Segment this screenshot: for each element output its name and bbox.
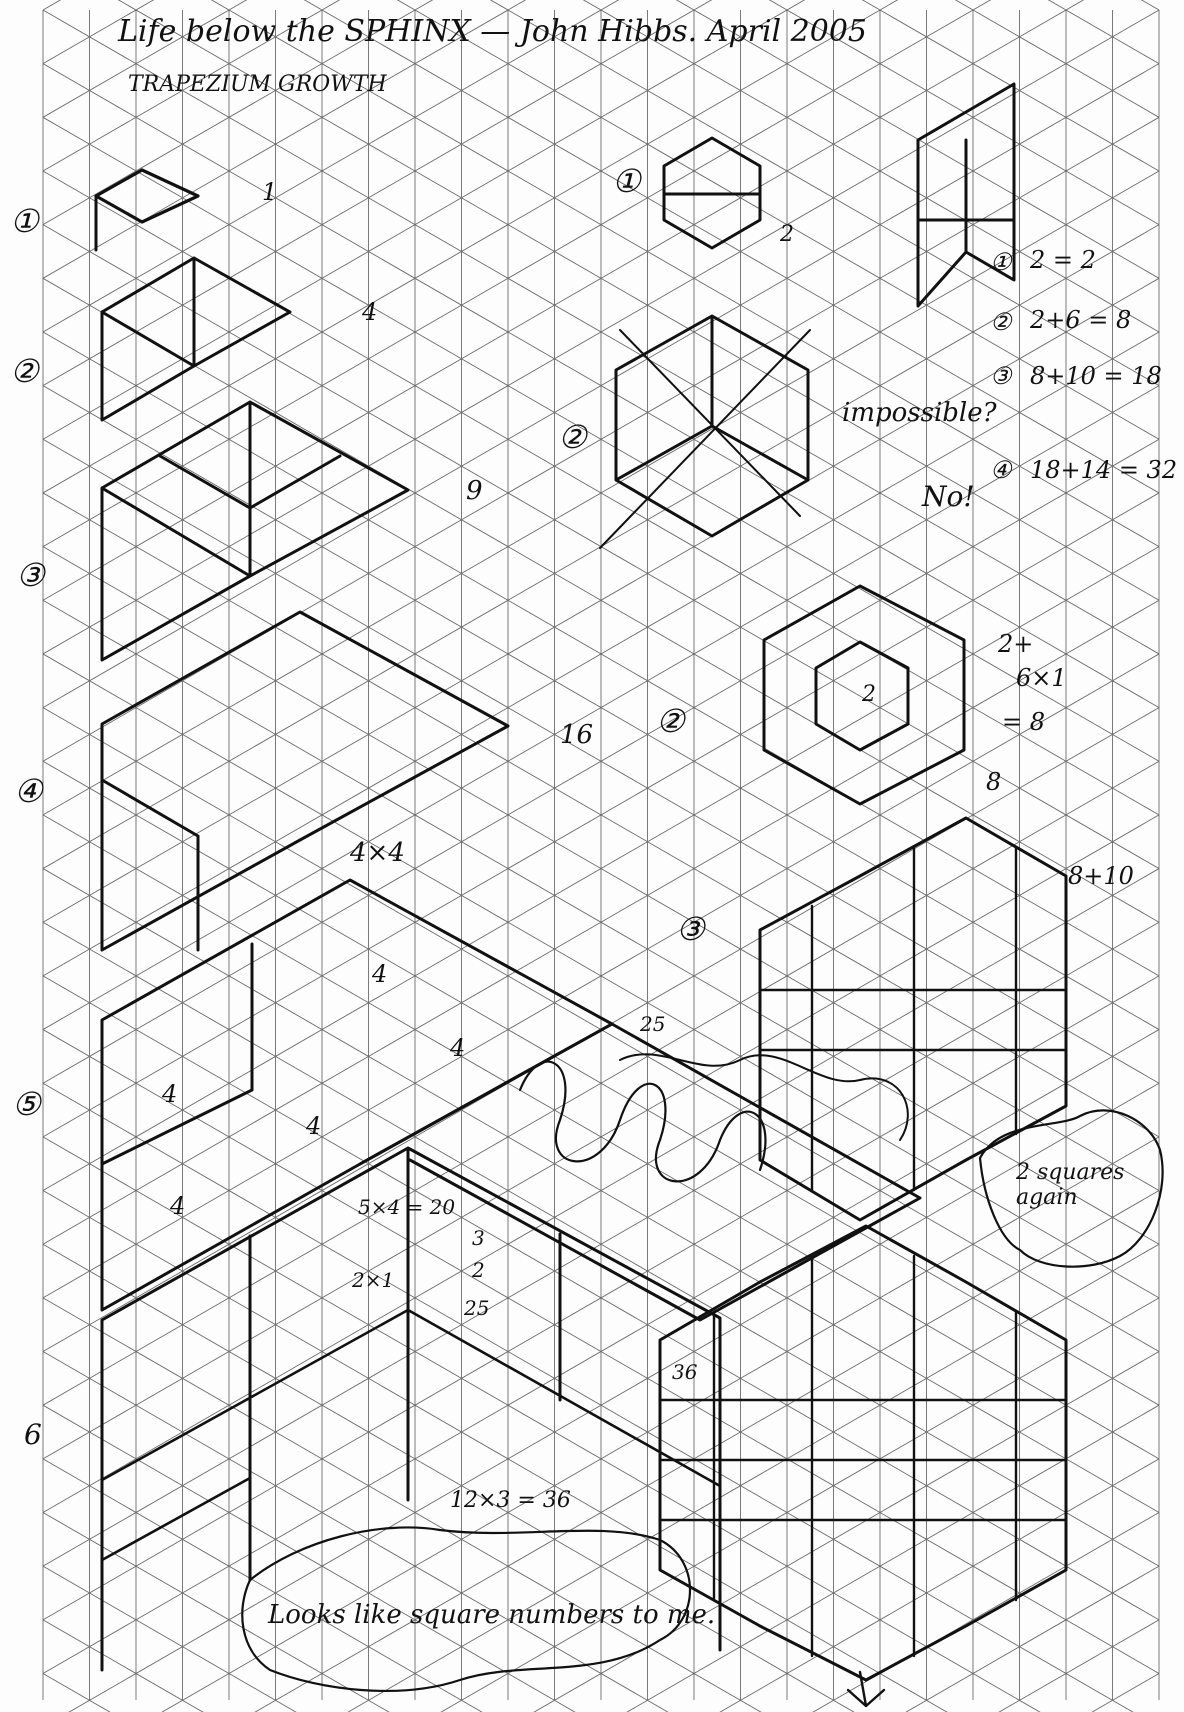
row-label-1: ① (10, 202, 39, 240)
shape-row-4 (102, 612, 508, 950)
page-subtitle: TRAPEZIUM GROWTH (128, 72, 387, 97)
calc-line-5: 12×3 = 36 (450, 1488, 571, 1513)
shape-row-5 (102, 880, 612, 1310)
hex-label-2: ② (558, 418, 587, 456)
page-title: Life below the SPHINX — John Hibbs. April 2005 (118, 14, 868, 49)
calc-e: 8+10 (1068, 862, 1134, 890)
quarter-mark: 4 (162, 1080, 178, 1108)
mult-4x4: 4×4 (350, 838, 405, 868)
row-label-5: ⑤ (12, 1085, 41, 1123)
calc-line-3: 2×1 (352, 1268, 395, 1292)
row-label-4: ④ (14, 772, 43, 810)
row-label-6: 6 (24, 1418, 42, 1451)
quarter-mark: 4 (306, 1112, 322, 1140)
hex-label-2b: ② (656, 702, 685, 740)
arrow-down (848, 1672, 884, 1706)
scribble (520, 1062, 765, 1182)
sum-list-1-num: ① (990, 248, 1012, 276)
calc-d: 8 (986, 768, 1002, 796)
row-label-3: ③ (16, 556, 45, 594)
calc-line-4: 2 (472, 1258, 485, 1282)
shape-row-3 (102, 402, 408, 660)
quarter-mark: 4 (170, 1192, 186, 1220)
square-note: 2 squares again (1016, 1160, 1125, 1210)
no-note: No! (922, 480, 975, 513)
calc-sum: 25 (464, 1296, 490, 1320)
calc-b: 6×1 (1016, 664, 1067, 692)
hex-label-1: ① (612, 162, 641, 200)
footnote: Looks like square numbers to me. (268, 1600, 716, 1630)
calc-line-1: 5×4 = 20 (358, 1195, 456, 1219)
calc-line-2: 3 (472, 1226, 485, 1250)
hex-label-3: ③ (676, 910, 705, 948)
sum-list-2-num: ② (990, 308, 1012, 336)
quarter-mark: 4 (450, 1034, 466, 1062)
sum-list-2-eq: 2+6 = 8 (1030, 306, 1132, 334)
rhombus-1 (96, 170, 198, 222)
hex-3-inner (760, 848, 1066, 1190)
sum-list-4-num: ④ (990, 456, 1012, 484)
hex-value-2: 2 (780, 222, 794, 247)
impossible-note: impossible? (842, 398, 997, 428)
count-4: 4 (362, 298, 378, 326)
hex-value-2b: 2 (862, 682, 876, 707)
shape-row-2 (102, 258, 290, 420)
shape-row-6 (102, 1148, 720, 1670)
count-36: 36 (672, 1360, 698, 1384)
row-label-2: ② (10, 352, 39, 390)
calc-c: = 8 (1002, 708, 1046, 736)
count-16: 16 (560, 720, 594, 750)
count-9: 9 (466, 476, 483, 506)
quarter-mark: 4 (372, 960, 388, 988)
shape-row-6b (102, 1310, 720, 1560)
sum-list-3-num: ③ (990, 362, 1012, 390)
count-1: 1 (262, 178, 278, 206)
hex-1 (664, 138, 760, 248)
sum-list-1-eq: 2 = 2 (1030, 246, 1096, 274)
calc-a: 2+ (998, 630, 1034, 658)
sum-list-3-eq: 8+10 = 18 (1030, 362, 1162, 390)
count-25: 25 (640, 1012, 666, 1036)
sum-list-4-eq: 18+14 = 32 (1030, 456, 1178, 484)
